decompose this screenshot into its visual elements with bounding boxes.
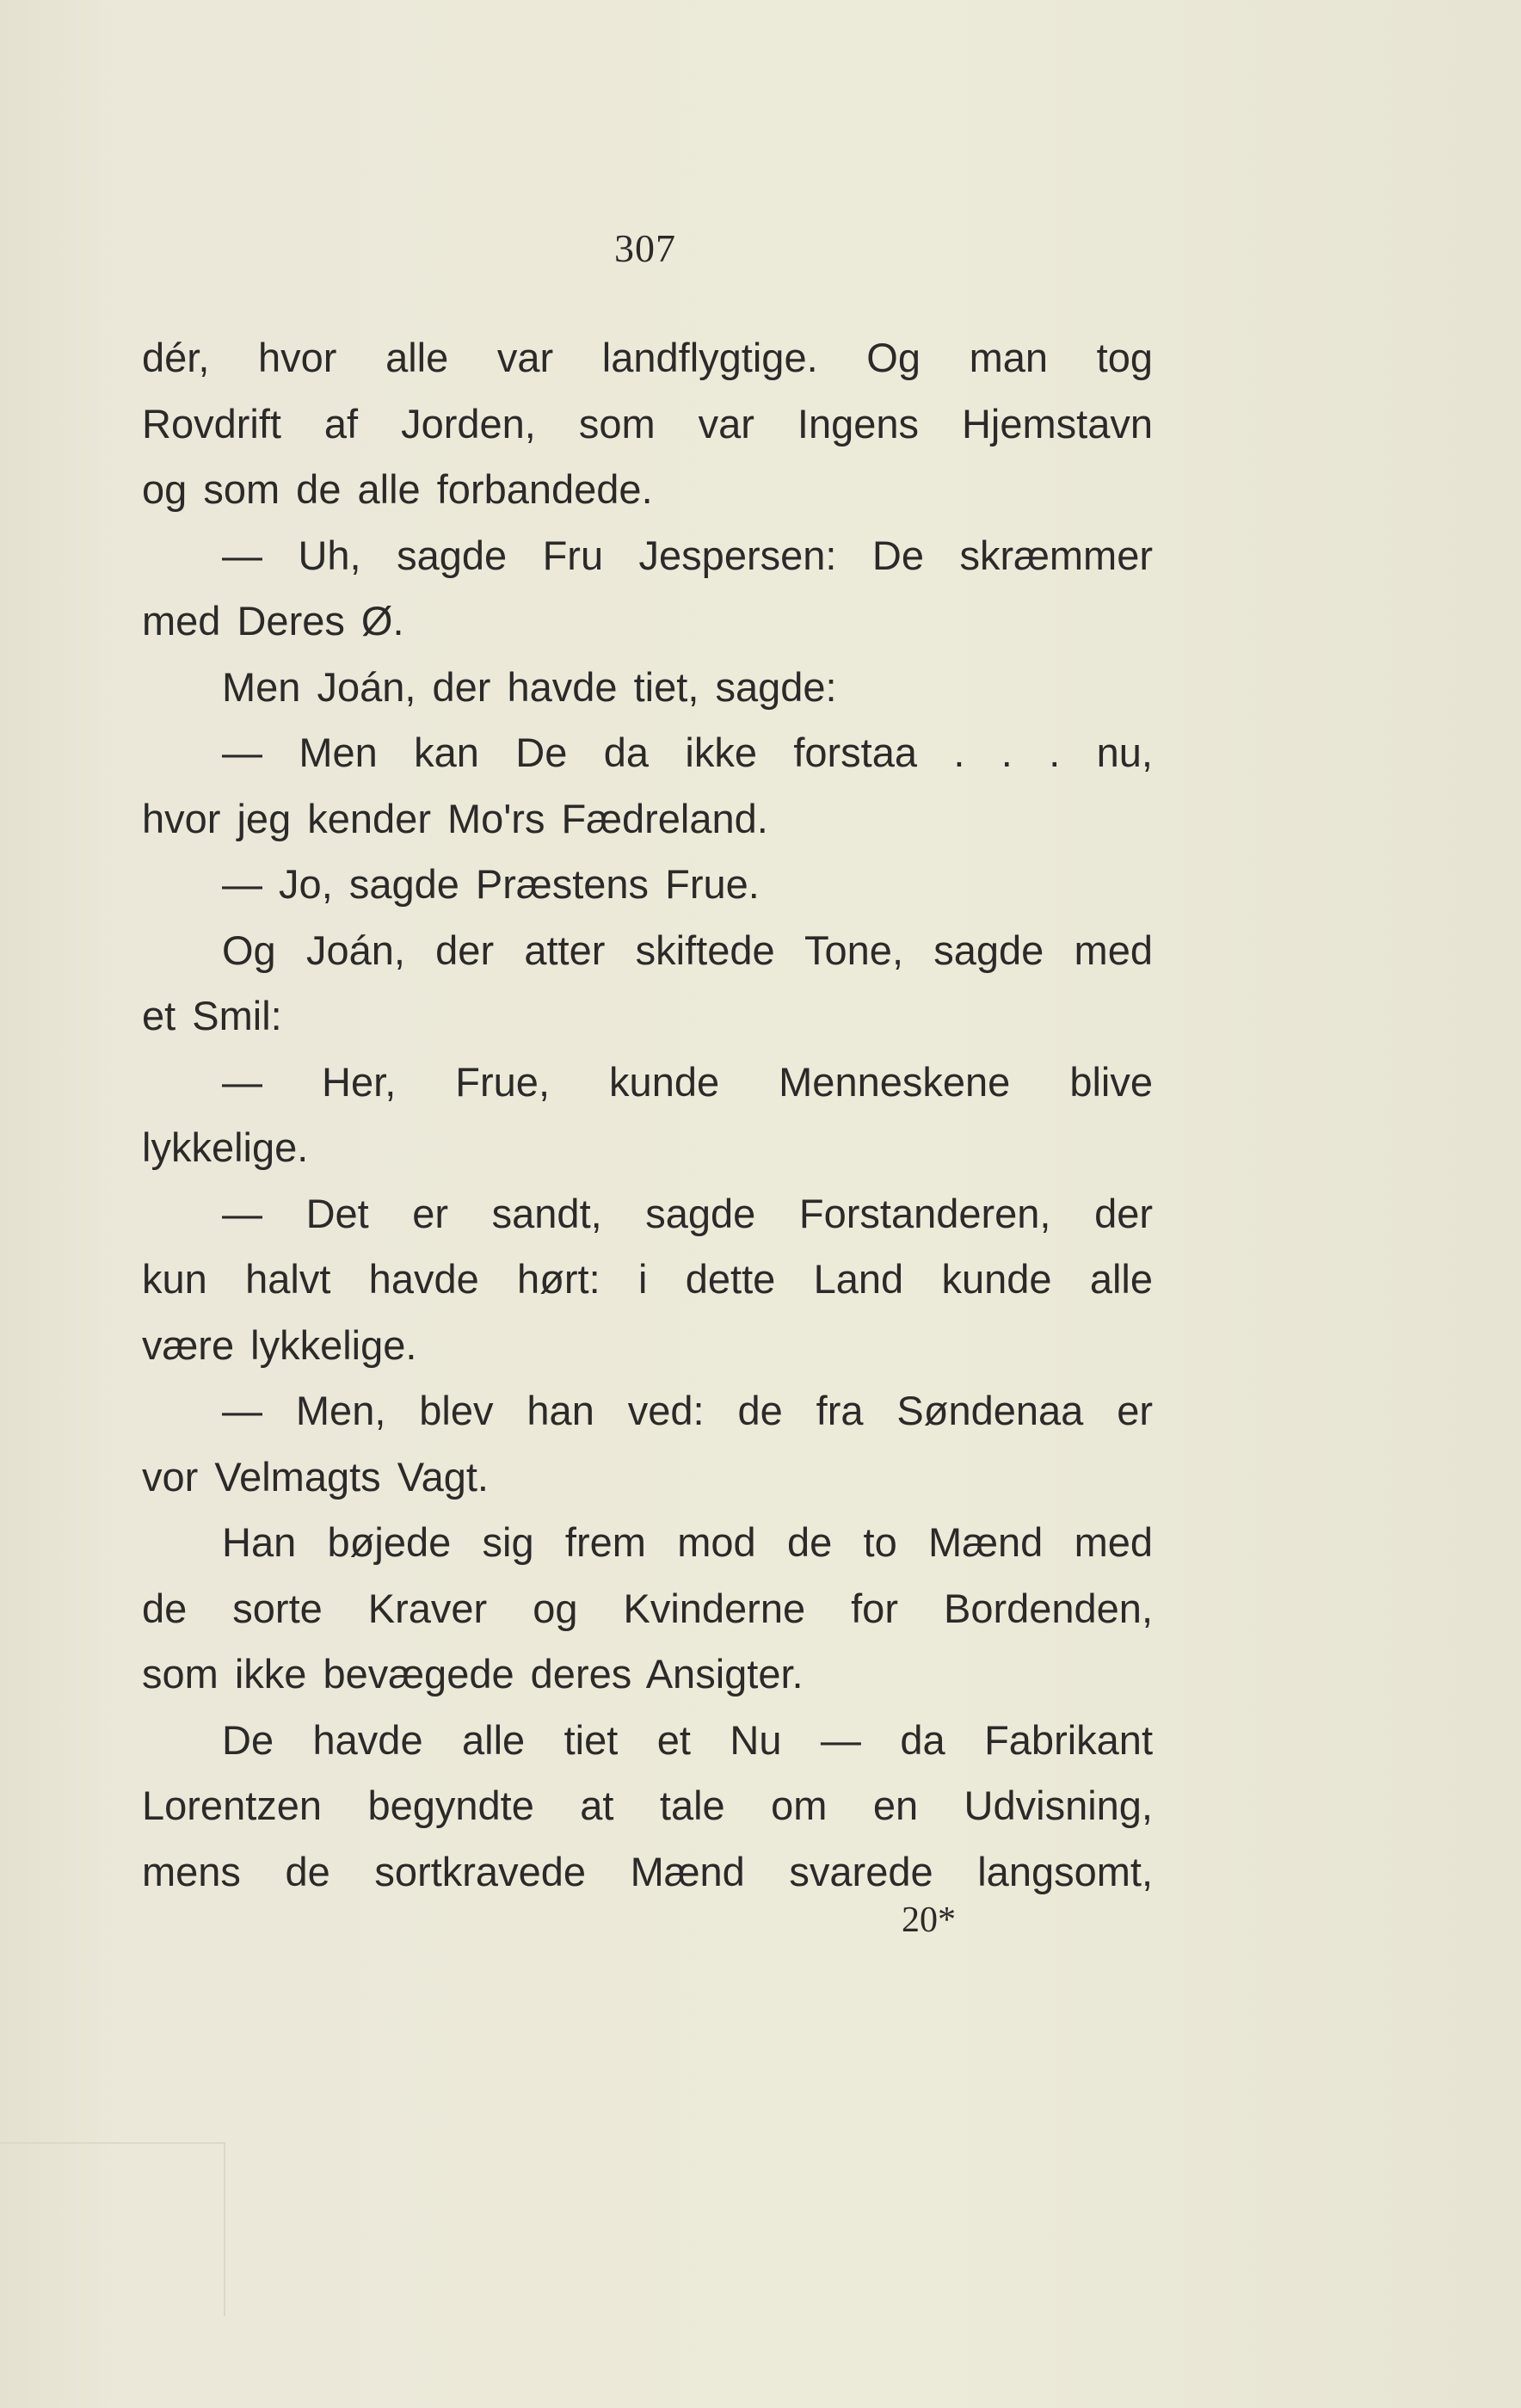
text-line: — Her, Frue, kunde Menneskene blive — [222, 1058, 1153, 1105]
text-line: være lykkelige. — [142, 1321, 417, 1368]
text-line: kun halvt havde hørt: i dette Land kunde alle — [142, 1256, 1153, 1302]
text-line: Han bøjede sig frem mod de to Mænd med — [222, 1519, 1153, 1565]
text-line: vor Velmagts Vagt. — [142, 1453, 489, 1500]
text-line: et Smil: — [142, 993, 282, 1038]
text-line: de sorte Kraver og Kvinderne for Bordenden, — [142, 1585, 1153, 1631]
text-line: — Men kan De da ikke forstaa . . . nu, — [222, 730, 1153, 775]
text-line: som ikke bevægede deres Ansigter. — [142, 1651, 804, 1697]
text-line: Og Joán, der atter skiftede Tone, sagde med — [222, 927, 1153, 973]
text-line: — Men, blev han ved: de fra Søndenaa er — [222, 1388, 1153, 1433]
text-line: Lorentzen begyndte at tale om en Udvisning, — [142, 1783, 1153, 1828]
text-line: og som de alle forbandede. — [142, 466, 653, 512]
text-line: mens de sortkravede Mænd svarede langsomt, — [142, 1848, 1153, 1894]
text-line: med Deres Ø. — [142, 598, 404, 644]
text-line: De havde alle tiet et Nu — da Fabrikant — [222, 1716, 1153, 1763]
text-line: Rovdrift af Jorden, som var Ingens Hjemstavn — [142, 400, 1153, 446]
text-line: — Jo, sagde Præstens Frue. — [222, 861, 760, 907]
text-line: Men Joán, der havde tiet, sagde: — [222, 663, 837, 710]
page-number: 307 — [614, 226, 676, 270]
body-text — [142, 325, 1153, 1905]
text-line: lykkelige. — [142, 1124, 309, 1170]
paper-crease — [0, 2142, 225, 2316]
text-line: dér, hvor alle var landflygtige. Og man tog — [142, 335, 1153, 380]
text-line: — Det er sandt, sagde Forstanderen, der — [222, 1190, 1153, 1236]
text-line: — Uh, sagde Fru Jespersen: De skræmmer — [222, 532, 1153, 578]
signature-mark: 20* — [902, 1900, 956, 1940]
text-line: hvor jeg kender Mo'rs Fædreland. — [142, 795, 768, 841]
